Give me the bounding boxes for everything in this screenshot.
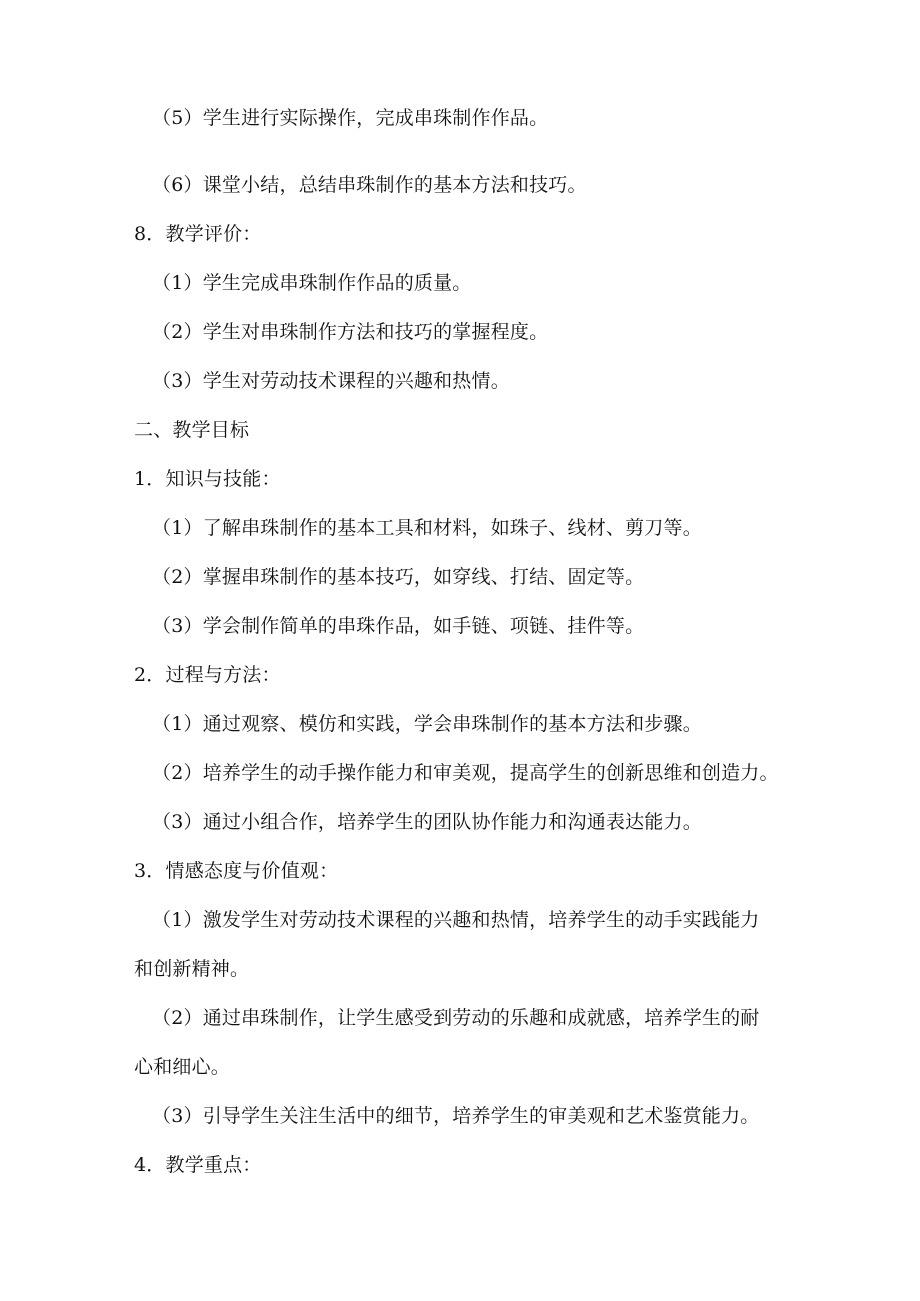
text-line: （2）学生对串珠制作方法和技巧的掌握程度。	[152, 321, 549, 343]
text-line: 和创新精神。	[134, 958, 250, 980]
text-line: （3）学会制作简单的串珠作品，如手链、项链、挂件等。	[152, 615, 645, 637]
text-line: （1）了解串珠制作的基本工具和材料，如珠子、线材、剪刀等。	[152, 517, 702, 539]
text-line: （1）激发学生对劳动技术课程的兴趣和热情，培养学生的动手实践能力	[152, 909, 760, 931]
text-line: （3）引导学生关注生活中的细节，培养学生的审美观和艺术鉴赏能力。	[152, 1105, 760, 1127]
text-line: （1）学生完成串珠制作作品的质量。	[152, 272, 472, 294]
text-line: （2）通过串珠制作，让学生感受到劳动的乐趣和成就感，培养学生的耐	[152, 1007, 760, 1029]
section-heading: 1．知识与技能：	[134, 468, 281, 490]
section-heading: 3．情感态度与价值观：	[134, 860, 339, 882]
section-heading: 4．教学重点：	[134, 1154, 262, 1176]
text-line: 心和细心。	[134, 1056, 231, 1078]
text-line: （6）课堂小结，总结串珠制作的基本方法和技巧。	[152, 174, 587, 196]
section-heading: 2．过程与方法：	[134, 664, 281, 686]
text-line: （1）通过观察、模仿和实践，学会串珠制作的基本方法和步骤。	[152, 713, 702, 735]
section-heading: 二、教学目标	[134, 419, 250, 441]
text-line: （3）学生对劳动技术课程的兴趣和热情。	[152, 370, 510, 392]
text-line: （2）培养学生的动手操作能力和审美观，提高学生的创新思维和创造力。	[152, 762, 779, 784]
section-heading: 8．教学评价：	[134, 223, 262, 245]
text-line: （2）掌握串珠制作的基本技巧，如穿线、打结、固定等。	[152, 566, 645, 588]
text-line: （5）学生进行实际操作，完成串珠制作作品。	[152, 107, 549, 129]
text-line: （3）通过小组合作，培养学生的团队协作能力和沟通表达能力。	[152, 811, 702, 833]
